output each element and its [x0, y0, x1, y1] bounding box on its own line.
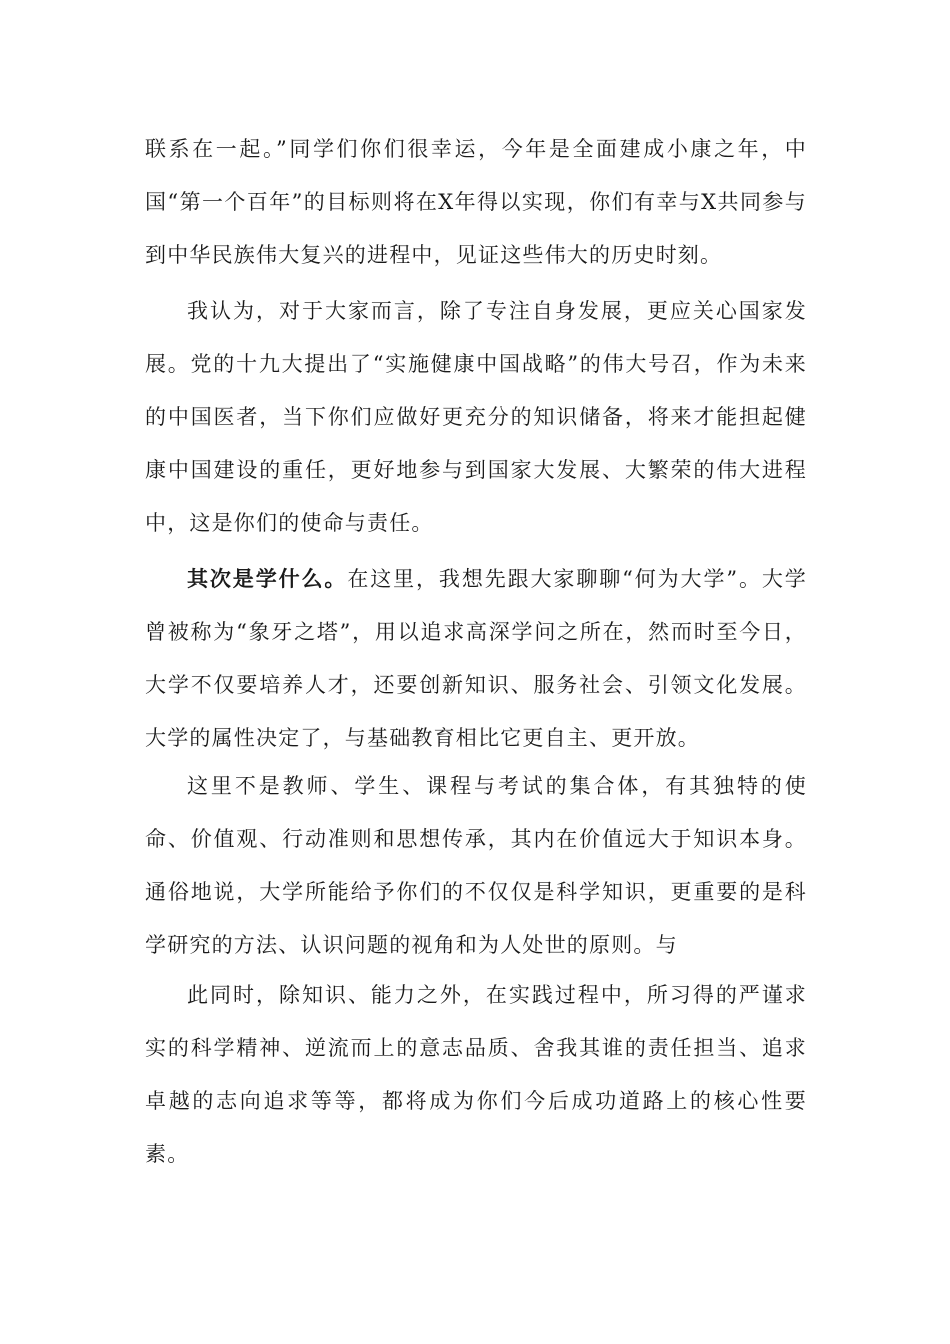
paragraph-2: 我认为，对于大家而言，除了专注自身发展，更应关心国家发展。党的十九大提出了“实施健康中国战略”的伟大号召，作为未来的中国医者，当下你们应做好更充分的知识储备，将来才能担起健康中国建设的重任，更好地参与到国家大发展、大繁荣的伟大进程中，这是你们的使命与责任。 — [145, 299, 807, 535]
paragraph-5: 此同时，除知识、能力之外，在实践过程中，所习得的严谨求实的科学精神、逆流而上的意志品质、舍我其谁的责任担当、追求卓越的志向追求等等，都将成为你们今后成功道路上的核心性要素。 — [145, 983, 807, 1166]
paragraph-2-block — [145, 285, 807, 550]
paragraph-3-body: 在这里，我想先跟大家聊聊“何为大学”。大学曾被称为“象牙之塔”，用以追求高深学问之所在，然而时至今日，大学不仅要培养人才，还要创新知识、服务社会、引领文化发展。大学的属性决定了，与基础教育相比它更自主、更开放。 — [145, 567, 807, 750]
paragraph-5-block — [145, 969, 807, 1181]
paragraph-1: 联系在一起。”同学们你们很幸运，今年是全面建成小康之年，中国“第一个百年”的目标则将在X年得以实现，你们有幸与X共同参与到中华民族伟大复兴的进程中，见证这些伟大的历史时刻。 — [145, 137, 807, 267]
paragraph-4-block — [145, 760, 807, 972]
paragraph-4: 这里不是教师、学生、课程与考试的集合体，有其独特的使命、价值观、行动准则和思想传承，其内在价值远大于知识本身。通俗地说，大学所能给予你们的不仅仅是科学知识，更重要的是科学研究的方法、认识问题的视角和为人处世的原则。与 — [145, 774, 807, 957]
paragraph-3 — [145, 552, 807, 765]
paragraph-3-block — [145, 552, 807, 765]
section-heading-what-to-learn: 其次是学什么。 — [187, 566, 348, 591]
paragraph-1-block — [145, 123, 807, 282]
